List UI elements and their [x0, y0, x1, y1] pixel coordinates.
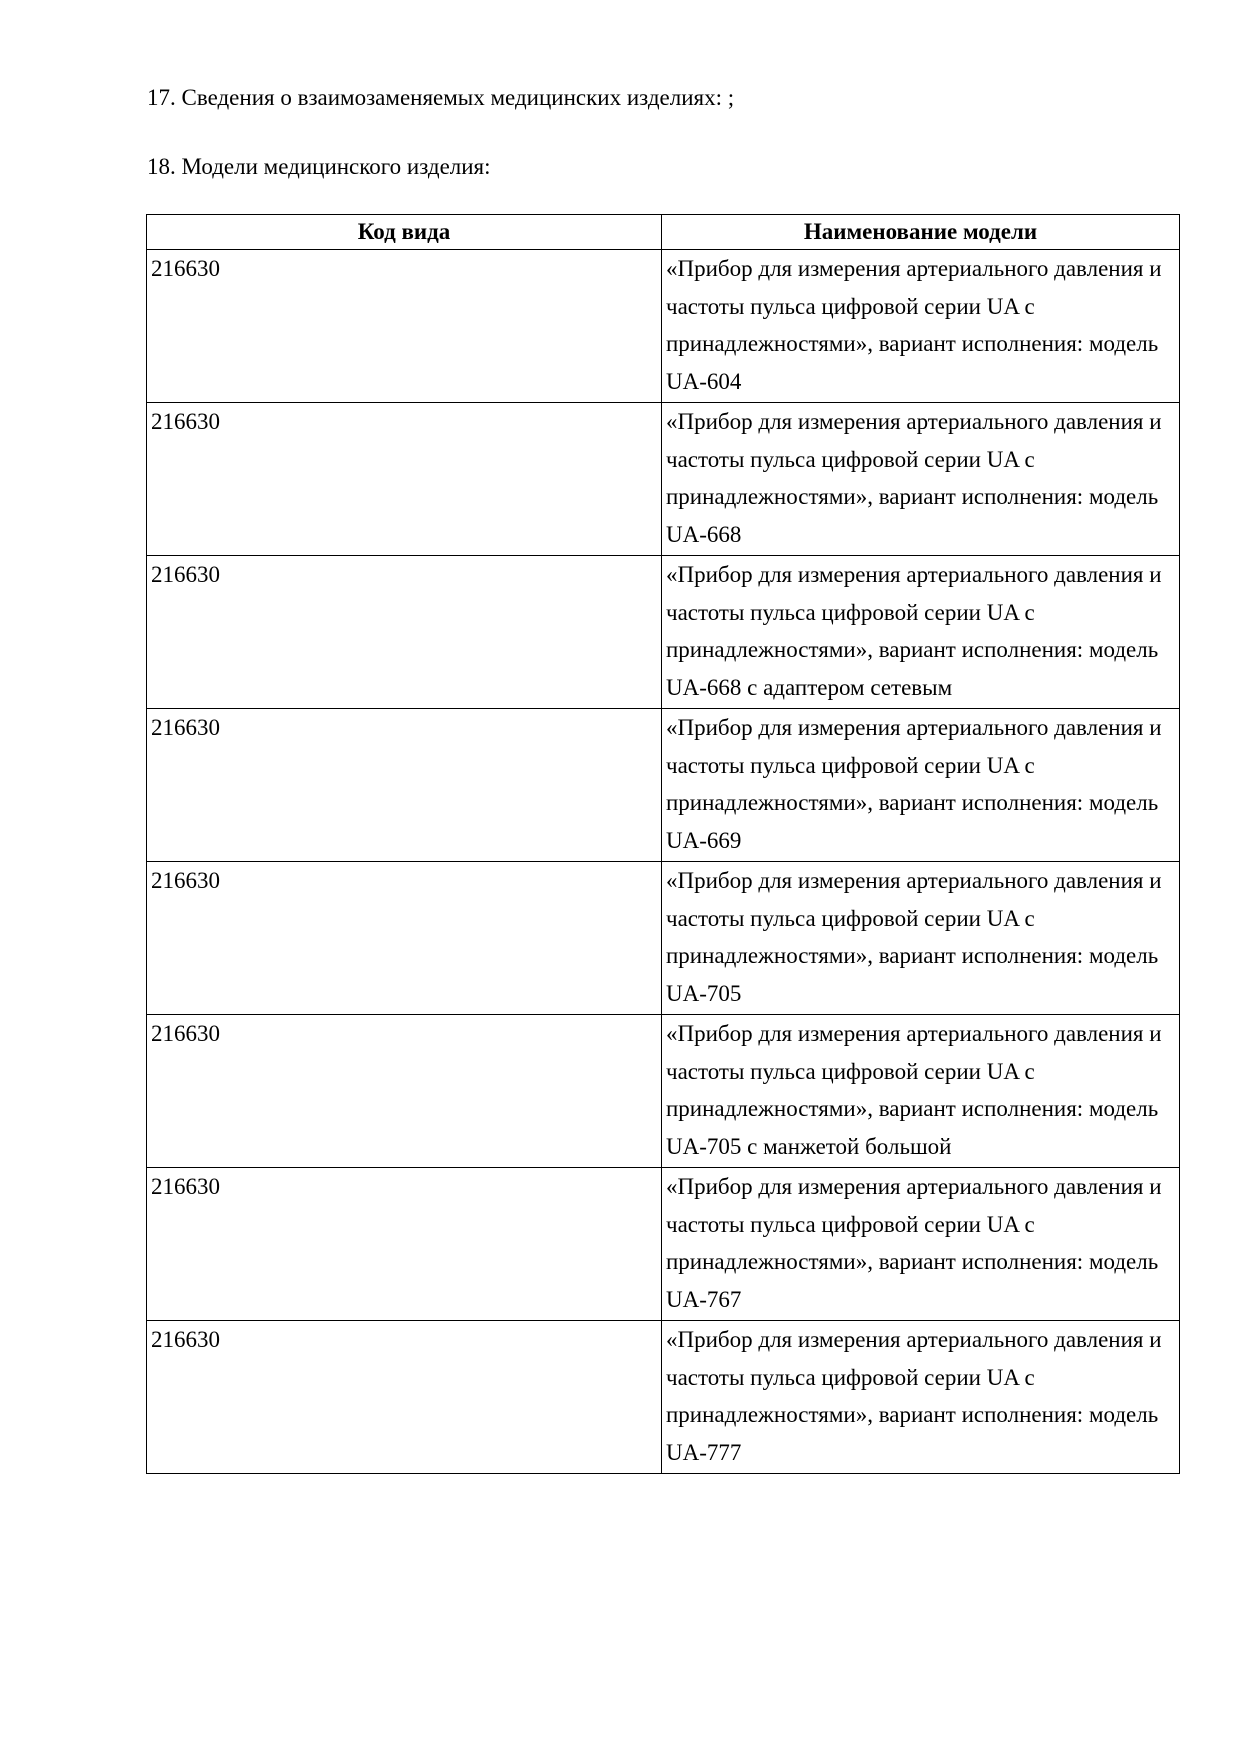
row-code: 216630	[147, 1321, 662, 1474]
table-row	[147, 1168, 1180, 1321]
row-code: 216630	[147, 556, 662, 709]
row-model-name: «Прибор для измерения артериального давления и частоты пульса цифровой серии UA с принадлежностями», вариант исполнения: модель UA-668 с адаптером сетевым	[662, 556, 1180, 709]
models-table	[146, 214, 1180, 1474]
row-code: 216630	[147, 1015, 662, 1168]
row-code: 216630	[147, 403, 662, 556]
row-model-name: «Прибор для измерения артериального давления и частоты пульса цифровой серии UA с принадлежностями», вариант исполнения: модель UA-705 с манжетой большой	[662, 1015, 1180, 1168]
header-code: Код вида	[147, 215, 662, 250]
table-row	[147, 1015, 1180, 1168]
row-model-name: «Прибор для измерения артериального давления и частоты пульса цифровой серии UA с принадлежностями», вариант исполнения: модель UA-604	[662, 250, 1180, 403]
table-row	[147, 862, 1180, 1015]
row-code: 216630	[147, 862, 662, 1015]
row-model-name: «Прибор для измерения артериального давления и частоты пульса цифровой серии UA с принадлежностями», вариант исполнения: модель UA-668	[662, 403, 1180, 556]
row-model-name: «Прибор для измерения артериального давления и частоты пульса цифровой серии UA с принадлежностями», вариант исполнения: модель UA-767	[662, 1168, 1180, 1321]
section-17-interchangeable-devices: 17. Сведения о взаимозаменяемых медицинских изделиях: ;	[147, 85, 735, 110]
row-code: 216630	[147, 1168, 662, 1321]
row-model-name: «Прибор для измерения артериального давления и частоты пульса цифровой серии UA с принадлежностями», вариант исполнения: модель UA-777	[662, 1321, 1180, 1474]
table-row	[147, 250, 1180, 403]
table-header-row	[147, 215, 1180, 250]
row-model-name: «Прибор для измерения артериального давления и частоты пульса цифровой серии UA с принадлежностями», вариант исполнения: модель UA-669	[662, 709, 1180, 862]
table-row	[147, 709, 1180, 862]
table-row	[147, 556, 1180, 709]
section-18-device-models: 18. Модели медицинского изделия:	[147, 154, 491, 179]
row-code: 216630	[147, 709, 662, 862]
table-row	[147, 403, 1180, 556]
row-model-name: «Прибор для измерения артериального давления и частоты пульса цифровой серии UA с принадлежностями», вариант исполнения: модель UA-705	[662, 862, 1180, 1015]
table-row	[147, 1321, 1180, 1474]
row-code: 216630	[147, 250, 662, 403]
header-model-name: Наименование модели	[662, 215, 1180, 250]
